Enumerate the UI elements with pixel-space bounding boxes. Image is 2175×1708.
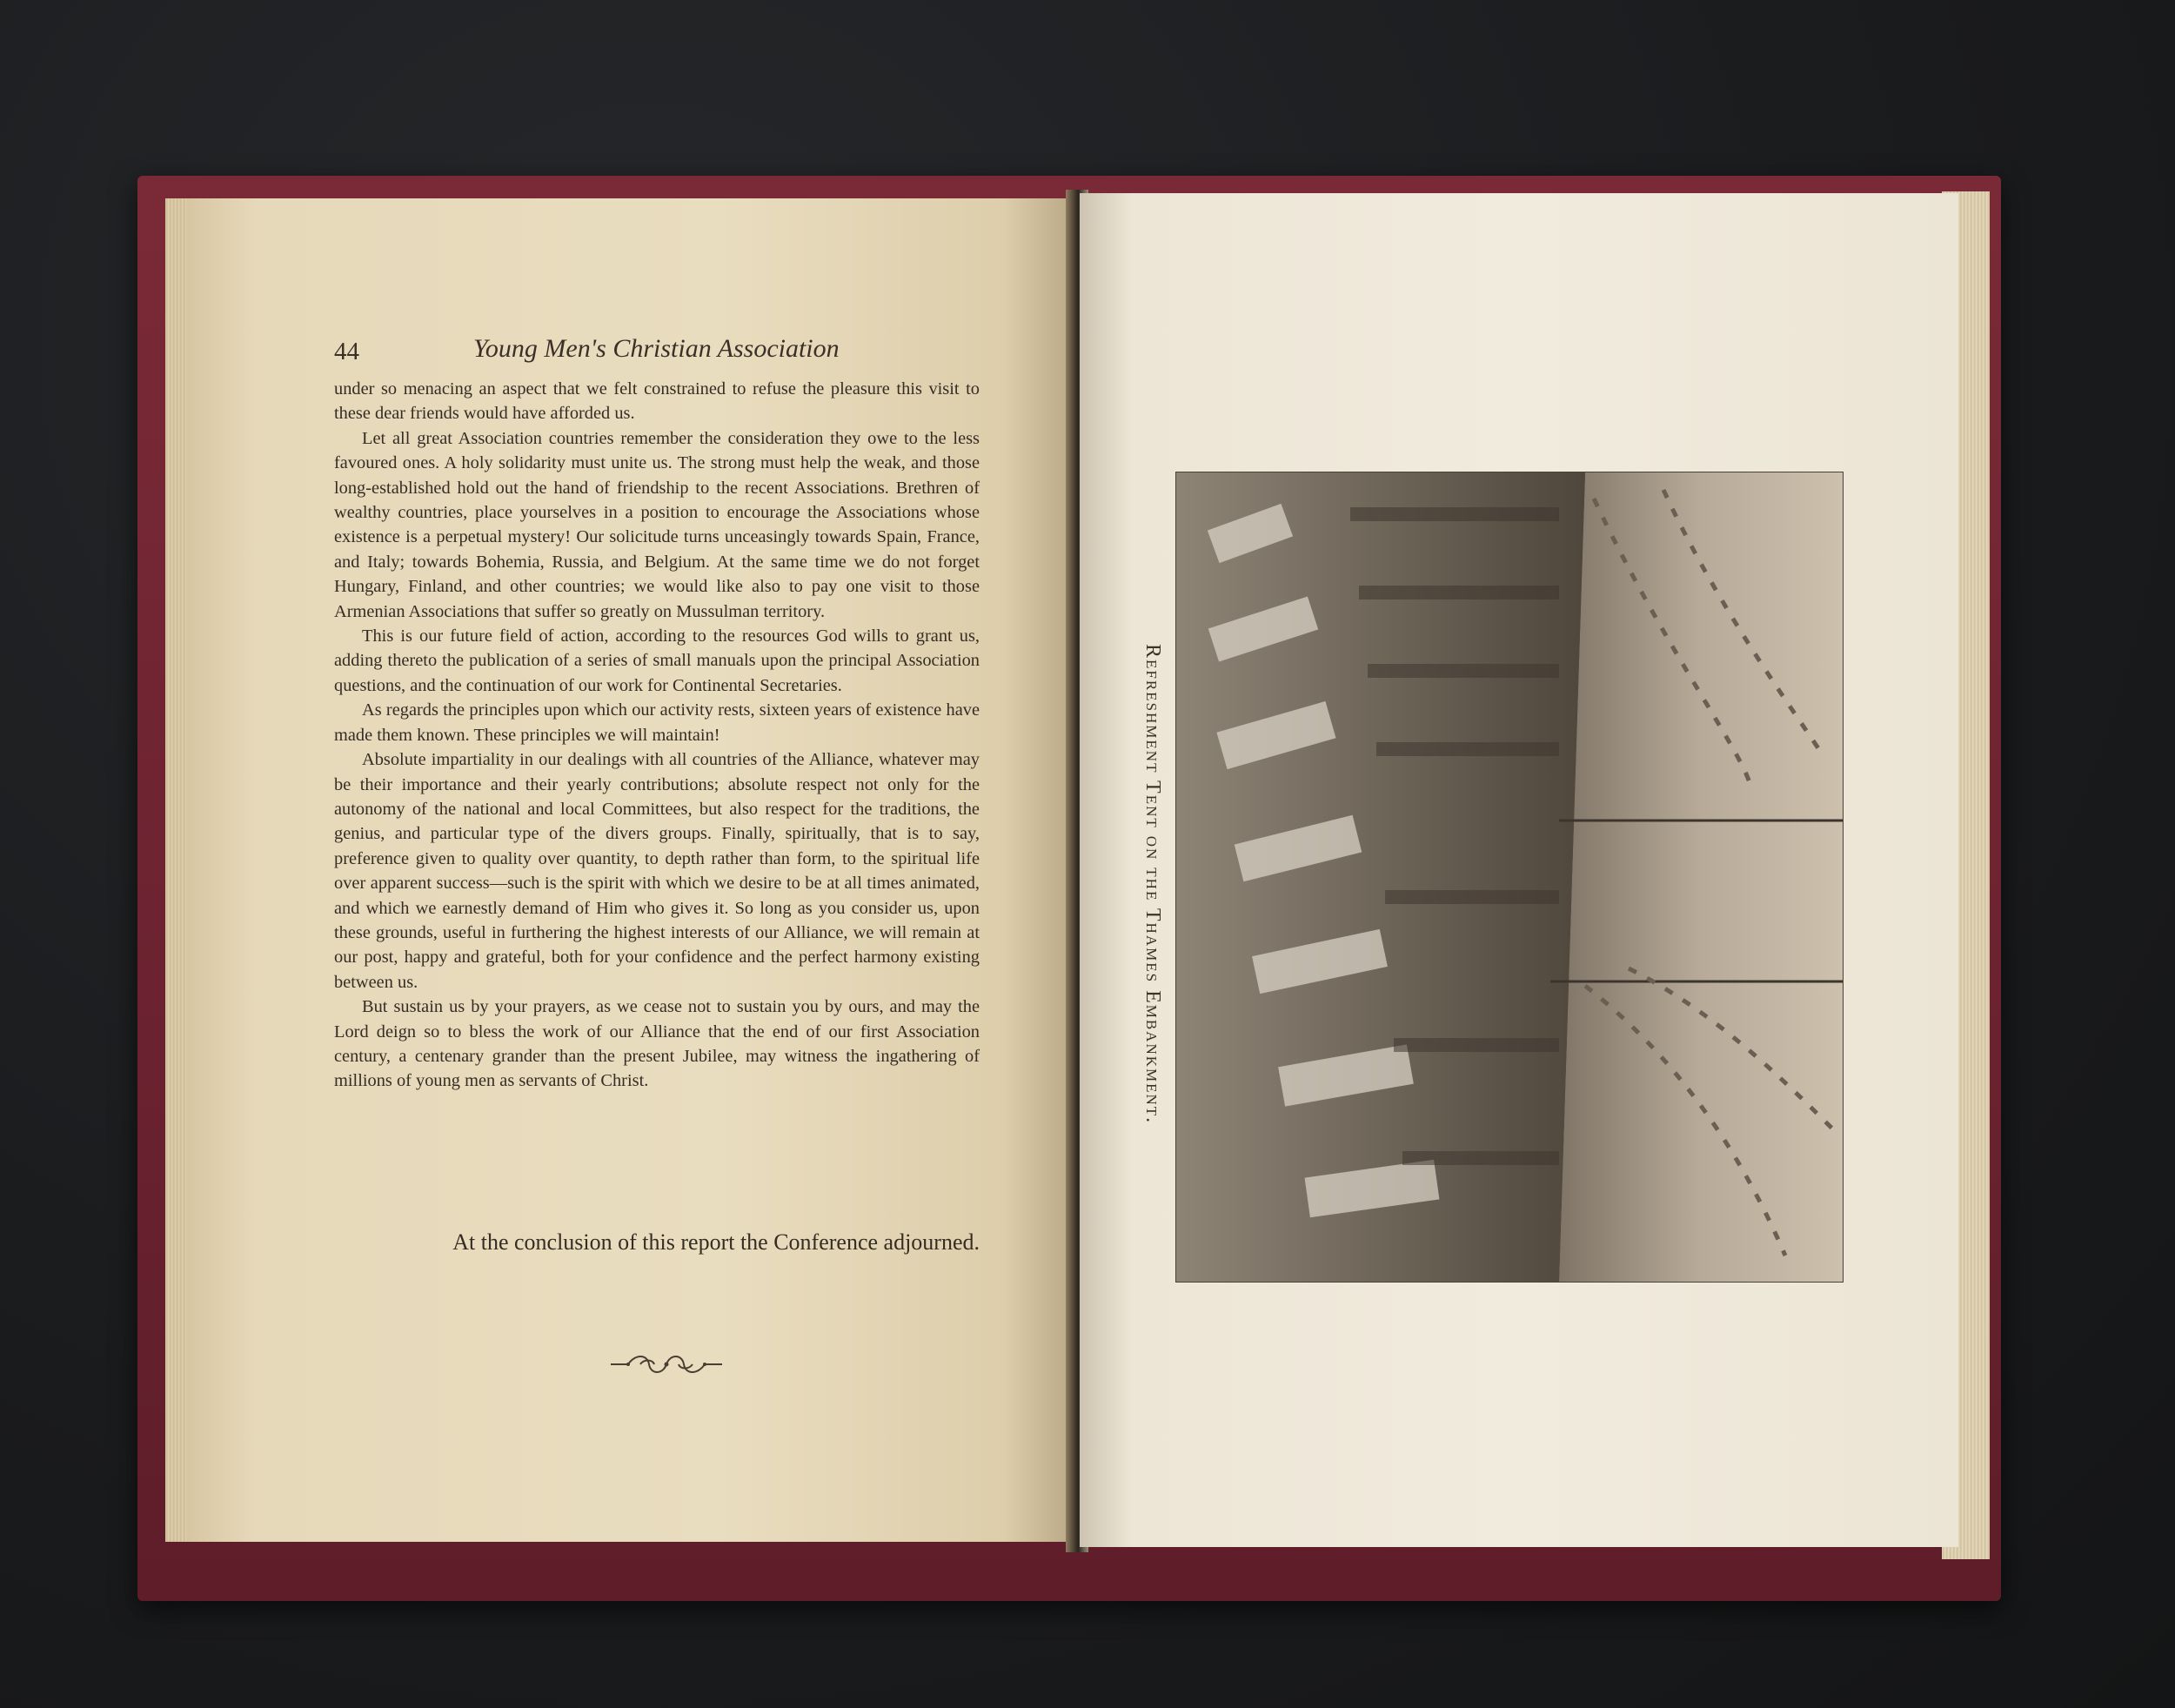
ornament-icon <box>609 1349 724 1380</box>
paragraph: Let all great Association countries remember the consideration they owe to the less favoured ones. A holy solidarity must unite us. The strong must help the weak, and those long-established hold out the hand of friendship to the recent Associations. Brethren of wealthy countries, place yourselves in a position to encourage the Associations whose existence is a perpetual mystery! Our solicitude turns unceasingly towards Spain, France, and Italy; towards Bohemia, Russia, and Belgium. At the same time we do not forget Hungary, Finland, and other countries; we would like also to pay one visit to those Armenian Associations that suffer so greatly on Mussulman territory. <box>334 428 980 621</box>
running-title: Young Men's Christian Association <box>473 334 840 363</box>
paragraph: As regards the principles upon which our activity rests, sixteen years of existence have made them known. These principles we will maintain! <box>334 700 980 745</box>
paragraph: This is our future field of action, according to the resources God wills to grant us, adding thereto the publication of a series of small manuals upon the principal Association questions, and the continuation of our work for Continental Secretaries. <box>334 626 980 695</box>
running-head <box>334 334 978 371</box>
tent-photo-image <box>1176 472 1843 1282</box>
body-text <box>334 377 980 1094</box>
closing-line: At the conclusion of this report the Conference adjourned. <box>452 1229 980 1255</box>
paragraph: Absolute impartiality in our dealings with all countries of the Alliance, whatever may be their importance and their yearly contributions; absolute respect not only for the autonomy of the national and local Committees, but also respect for the traditions, the genius, and particular type of the divers groups. Finally, spiritually, that is to say, preference given to quality over quantity, to depth rather than form, to the spiritual life over apparent success—such is the spirit with which we desire to be at all times animated, and which we earnestly demand of Him who gives it. So long as you consider us, upon these grounds, useful in furthering the highest interests of our Alliance, we will remain at our post, happy and grateful, both for your confidence and the perfect harmony existing between us. <box>334 750 980 992</box>
plate-caption: Refreshment Tent on the Thames Embankment. <box>1141 644 1164 1125</box>
page-number: 44 <box>334 338 359 365</box>
paragraph: under so menacing an aspect that we felt constrained to refuse the pleasure this visit to these dear friends would have afforded us. <box>334 379 980 424</box>
paragraph: But sustain us by your prayers, as we cease not to sustain you by ours, and may the Lord deign so to bless the work of our Alliance that the end of our first Association century, a centenary grander than the present Jubilee, may witness the ingathering of millions of young men as servants of Christ. <box>334 997 980 1091</box>
refreshment-tent-photo <box>1176 472 1843 1282</box>
